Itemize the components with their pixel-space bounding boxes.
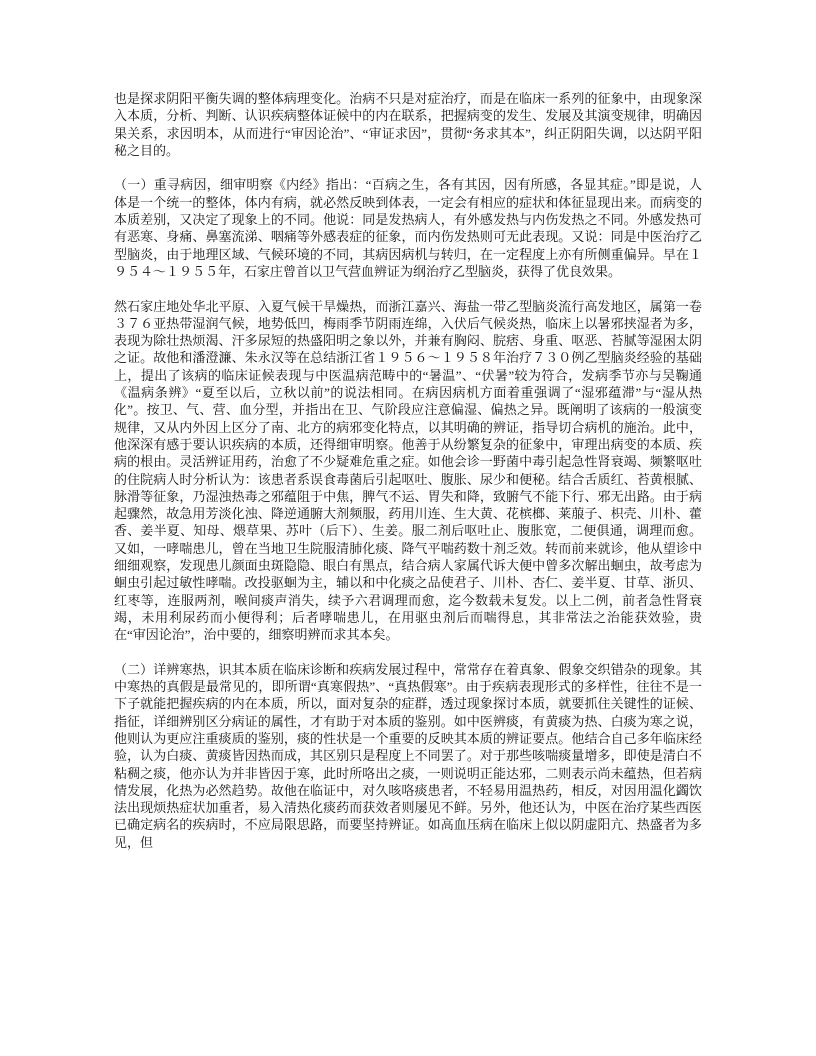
- paragraph-section-two: （二）详辨寒热，识其本质在临床诊断和疾病发展过程中，常常存在着真象、假象交织错杂的现象。其中寒热的真假是最常见的，即所谓“真寒假热”、“真热假寒”。由于疾病表现形式的多样性，往往不是一下子就能把握疾病的内在本质，所以，面对复杂的症群，透过现象探讨本质，就要抓住关键性的证候、指征，详细辨别区分病证的属性，才有助于对本质的鉴别。如中医辨痰，有黄痰为热、白痰为寒之说，他则认为更应注重痰质的鉴别，痰的性状是一个重要的反映其本质的辨证要点。他结合自己多年临床经验，认为白痰、黄痰皆因热而成，其区别只是程度上不同罢了。对于那些咳喘痰量增多，即使是清白不粘稠之痰，他亦认为并非皆因于寒，此时所咯出之痰，一则说明正能达邪，二则表示尚未蕴热，但若病情发展，化热为必然趋势。故他在临证中，对久咳咯痰患者，不轻易用温热药，相反，对因用温化蠲饮法出现烦热症状加重者，易入清热化痰药而获效者则屡见不鲜。另外，他还认为，中医在治疗某些西医已确定病名的疾病时，不应局限思路，而要坚持辨证。如高血压病在临床上似以阴虚阳亢、热盛者为多见，但: [114, 661, 702, 850]
- paragraph-case-examples: 然石家庄地处华北平原、入夏气候干旱燥热，而浙江嘉兴、海盐一带乙型脑炎流行高发地区，属第一卷３７６亚热带湿润气候，地势低凹，梅雨季节阴雨连绵，入伏后气候炎热，临床上以暑邪挟湿者为多，表现为除壮热烦渴、汗多尿短的热盛阳明之象以外，并兼有胸闷、脘痞、身重、呕恶、苔腻等湿困太阴之证。故他和潘澄濂、朱永汉等在总结浙江省１９５６～１９５８年治疗７３０例乙型脑炎经验的基础上，提出了该病的临床证候表现与中医温病范畴中的“暑温”、“伏暑”较为符合，发病季节亦与吴鞠通《温病条辨》“夏至以后，立秋以前”的说法相同。在病因病机方面着重强调了“湿邪蕴滞”与“湿从热化”。按卫、气、营、血分型，并指出在卫、气阶段应注意偏湿、偏热之异。既阐明了该病的一般演变规律，又从内外因上区分了南、北方的病邪变化特点，以其明确的辨证，指导切合病机的施治。此中，他深深有感于要认识疾病的本质，还得细审明察。他善于从纷繁复杂的征象中，审理出病变的本质、疾病的根由。灵活辨证用药，治愈了不少疑难危重之症。如他会诊一野菌中毒引起急性肾衰竭、频繁呕吐的住院病人时分析认为：该患者系误食毒菌后引起呕吐、腹胀、尿少和便秘。结合舌质红、苔黄根腻、脉滑等征象，乃湿浊热毒之邪蕴阻于中焦，脾气不运、胃失和降，致腑气不能下行、邪无出路。由于病起骤然，故急用芳淡化浊、降逆通腑大剂频服，药用川连、生大黄、花槟榔、莱菔子、枳壳、川朴、藿香、姜半夏、知母、煨草果、苏叶（后下）、生姜。服二剂后呕吐止、腹胀宽，二便俱通，调理而愈。又如，一哮喘患儿，曾在当地卫生院服清肺化痰、降气平喘药数十剂乏效。转而前来就诊，他从望诊中细细观察，发现患儿颜面虫斑隐隐、眼白有黑点，结合病人家属代诉大便中曾多次解出蛔虫，故考虑为蛔虫引起过敏性哮喘。改投驱蛔为主，辅以和中化痰之品使君子、川朴、杏仁、姜半夏、甘草、浙贝、红枣等，连服两剂，喉间痰声消失，续予六君调理而愈，迄今数载未复发。以上二例，前者急性肾衰竭，未用利尿药而小便得利；后者哮喘患儿，在用驱虫剂后而喘得息，其非常法之治能获效验，贵在“审因论治”，治中要的，细察明辨而求其本矣。: [114, 298, 702, 643]
- document-content: [114, 90, 702, 851]
- paragraph-continuation: 也是探求阴阳平衡失调的整体病理变化。治病不只是对症治疗，而是在临床一系列的征象中，由现象深入本质，分析、判断、认识疾病整体证候中的内在联系，把握病变的发生、发展及其演变规律，明确因果关系，求因明本，从而进行“审因论治”、“审证求因”，贯彻“务求其本”，纠正阴阳失调，以达阴平阳秘之目的。: [114, 91, 702, 158]
- paragraph-section-one: （一）重寻病因，细审明察《内经》指出：“百病之生，各有其因，因有所感，各显其症。”即是说，人体是一个统一的整体，体内有病，就必然反映到体表，一定会有相应的症状和体征显现出来。而病变的本质差别，又决定了现象上的不同。他说：同是发热病人，有外感发热与内伤发热之不同。外感发热可有恶寒、身痛、鼻塞流涕、咽痛等外感表症的征象，而内伤发热则可无此表现。又说：同是中医治疗乙型脑炎，由于地理区域、气候环境的不同，其病因病机与转归，在一定程度上亦有所侧重偏异。早在１９５４～１９５５年，石家庄曾首以卫气营血辨证为纲治疗乙型脑炎，获得了优良效果。: [114, 177, 702, 279]
